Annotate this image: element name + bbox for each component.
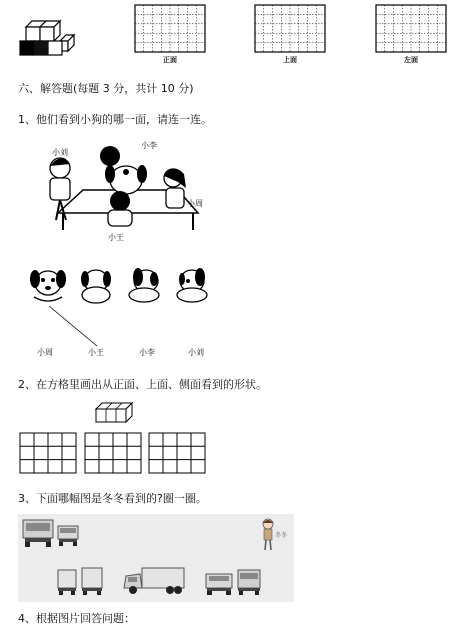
car-front-view xyxy=(56,524,82,548)
cube-stack-figure xyxy=(18,20,78,65)
answer-name-4: 小刘 xyxy=(188,348,204,357)
truck-front-view xyxy=(22,518,56,548)
q2-grid-top xyxy=(85,433,141,473)
dog-view-4 xyxy=(172,263,214,305)
q2-cuboid xyxy=(95,402,135,424)
truck-back-view xyxy=(56,568,80,596)
q3-prompt: 3、下面哪幅图是冬冬看到的?圈一圈。 xyxy=(18,492,207,505)
truck-rear-view-2 xyxy=(80,566,106,596)
grid-front xyxy=(135,5,205,52)
dog-view-2 xyxy=(76,263,118,305)
section-title: 六、解答题(每题 3 分，共计 10 分) xyxy=(18,82,194,95)
car-front-view-2 xyxy=(204,570,234,596)
label-xiaozhou: 小周 xyxy=(187,199,203,208)
q1-prompt: 1、他们看到小狗的哪一面，请连一连。 xyxy=(18,113,212,126)
q3-picture-panel xyxy=(18,514,294,602)
q2-grid-side xyxy=(149,433,205,473)
grid-top xyxy=(255,5,325,52)
grid-left xyxy=(376,5,446,52)
answer-name-3: 小李 xyxy=(139,348,155,357)
dongdong-label: 冬冬 xyxy=(275,532,288,539)
front-view-label: 正面 xyxy=(163,56,177,64)
answer-name-1: 小周 xyxy=(37,348,53,357)
q4-prompt: 4、根据图片回答问题： xyxy=(18,612,135,625)
dog-view-3 xyxy=(124,263,166,305)
label-xiaoliu: 小刘 xyxy=(52,148,68,157)
q2-prompt: 2、在方格里画出从正面、上面、侧面看到的形状。 xyxy=(18,378,267,391)
label-xiaowang: 小王 xyxy=(108,233,124,242)
truck-front-view-2 xyxy=(236,568,262,596)
q2-grid-front xyxy=(20,433,76,473)
label-xiaoli: 小李 xyxy=(141,141,157,150)
dog-view-1 xyxy=(28,263,70,305)
top-view-label: 上面 xyxy=(283,56,297,64)
answer-name-2: 小王 xyxy=(88,348,104,357)
truck-side-view xyxy=(122,566,186,596)
left-view-label: 左面 xyxy=(404,56,418,64)
